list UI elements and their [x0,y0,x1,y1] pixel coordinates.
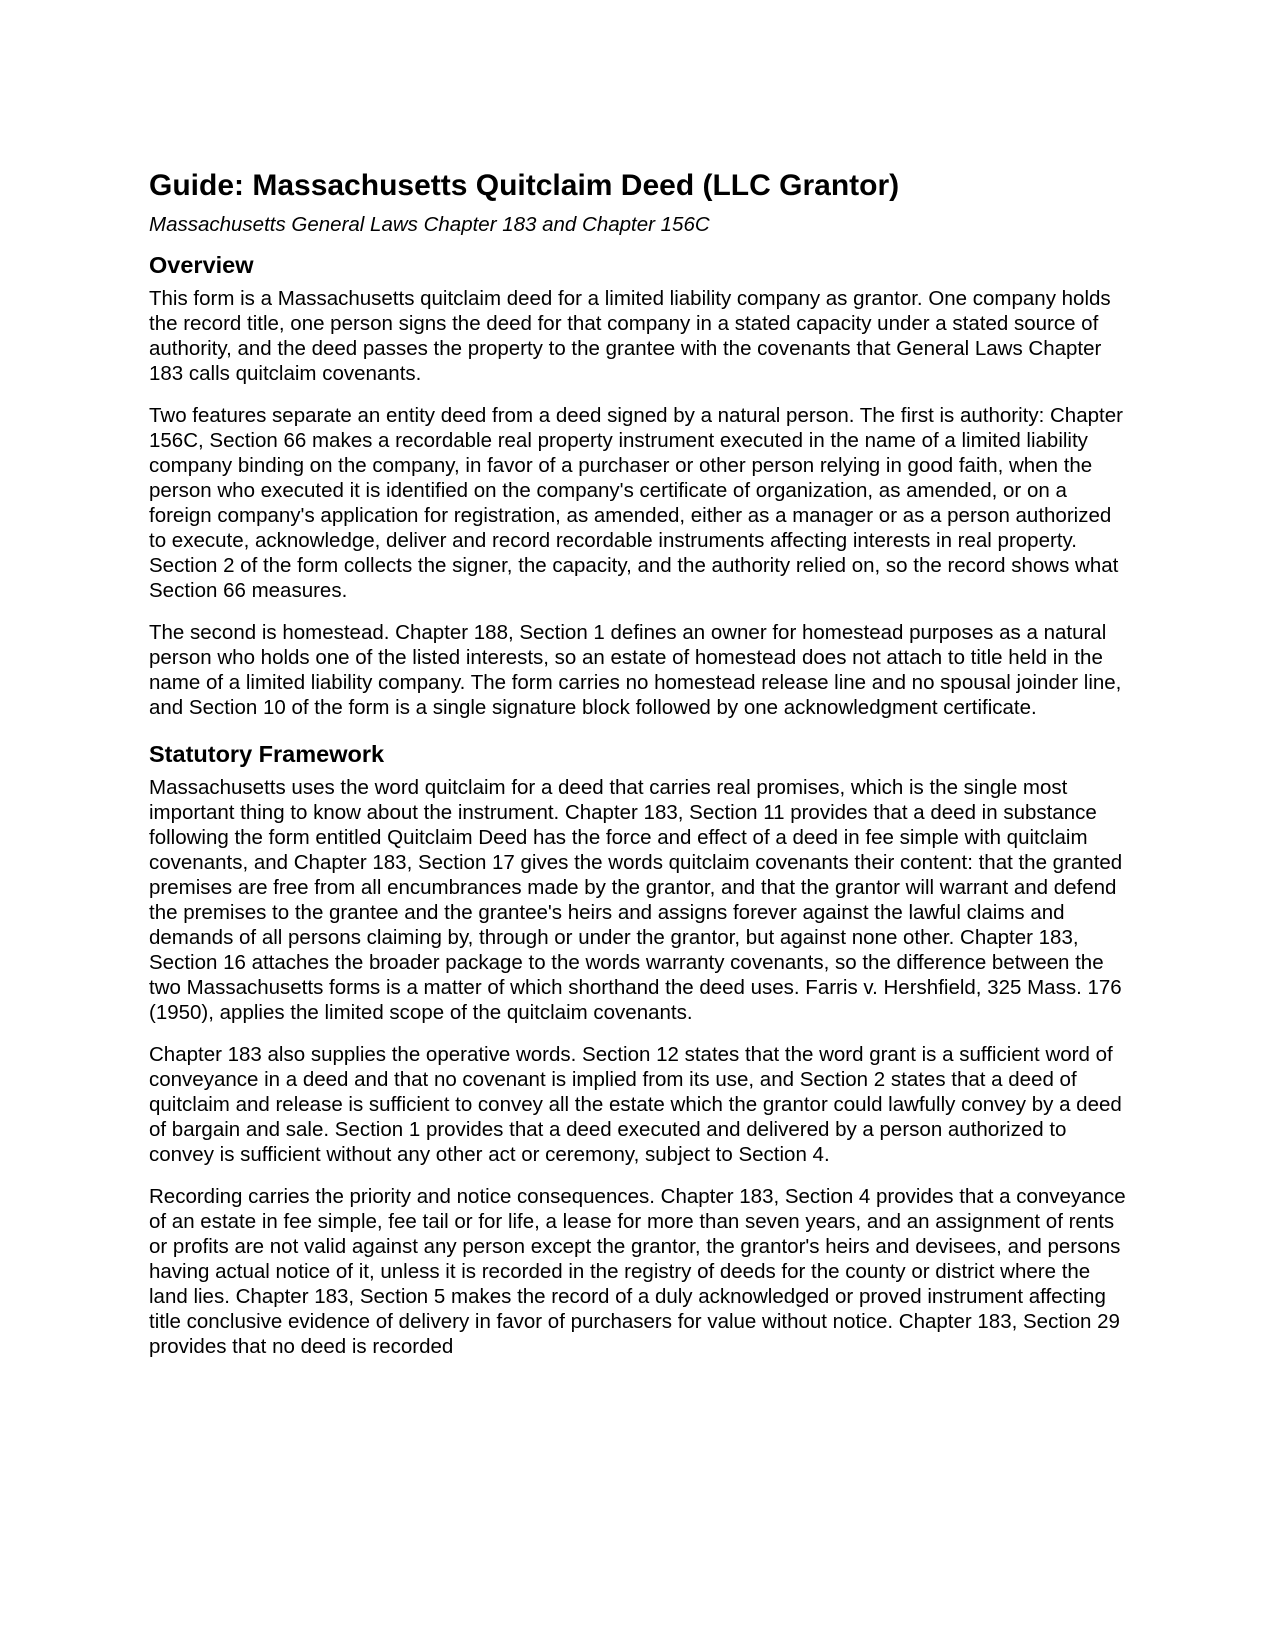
section-heading-statutory-framework: Statutory Framework [149,741,385,767]
paragraph: Chapter 183 also supplies the operative words. Section 12 states that the word grant is a sufficient word of conveyance in a deed and that no covenant is implied from its use, and Section 2 states that a deed of quitclaim and release is sufficient to convey all the estate which the grantor could lawfully convey by a deed of bargain and sale. Section 1 provides that a deed executed and delivered by a person authorized to convey is sufficient without any other act or ceremony, subject to Section 4. [149,1043,1122,1166]
document-body [149,168,1134,1359]
document-subtitle: Massachusetts General Laws Chapter 183 and Chapter 156C [149,213,710,236]
paragraph: This form is a Massachusetts quitclaim deed for a limited liability company as grantor. One company holds the record title, one person signs the deed for that company in a stated capacity under a stated source of authority, and the deed passes the property to the grantee with the covenants that General Laws Chapter 183 calls quitclaim covenants. [149,287,1111,385]
paragraph: Two features separate an entity deed from a deed signed by a natural person. The first is authority: Chapter 156C, Section 66 makes a recordable real property instrument executed in the name of a limited liability company binding on the company, in favor of a purchaser or other person relying in good faith, when the person who executed it is identified on the company's certificate of organization, as amended, or on a foreign company's application for registration, as amended, either as a manager or as a person authorized to execute, acknowledge, deliver and record recordable instruments affecting interests in real property. Section 2 of the form collects the signer, the capacity, and the authority relied on, so the record shows what Section 66 measures. [149,404,1123,602]
section-heading-overview: Overview [149,252,254,278]
paragraph: Recording carries the priority and notice consequences. Chapter 183, Section 4 provides that a conveyance of an estate in fee simple, fee tail or for life, a lease for more than seven years, and an assignment of rents or profits are not valid against any person except the grantor, the grantor's heirs and devisees, and persons having actual notice of it, unless it is recorded in the registry of deeds for the county or district where the land lies. Chapter 183, Section 5 makes the record of a duly acknowledged or proved instrument affecting title conclusive evidence of delivery in favor of purchasers for value without notice. Chapter 183, Section 29 provides that no deed is recorded [149,1185,1126,1358]
document-title: Guide: Massachusetts Quitclaim Deed (LLC Grantor) [149,169,900,202]
paragraph: Massachusetts uses the word quitclaim for a deed that carries real promises, which is the single most important thing to know about the instrument. Chapter 183, Section 11 provides that a deed in substance following the form entitled Quitclaim Deed has the force and effect of a deed in fee simple with quitclaim covenants, and Chapter 183, Section 17 gives the words quitclaim covenants their content: that the granted premises are free from all encumbrances made by the grantor, and that the grantor will warrant and defend the premises to the grantee and the grantee's heirs and assigns forever against the lawful claims and demands of all persons claiming by, through or under the grantor, but against none other. Chapter 183, Section 16 attaches the broader package to the words warranty covenants, so the difference between the two Massachusetts forms is a matter of which shorthand the deed uses. Farris v. Hershfield, 325 Mass. 176 (1950), applies the limited scope of the quitclaim covenants. [149,776,1123,1024]
paragraph: The second is homestead. Chapter 188, Section 1 defines an owner for homestead purposes as a natural person who holds one of the listed interests, so an estate of homestead does not attach to title held in the name of a limited liability company. The form carries no homestead release line and no spousal joinder line, and Section 10 of the form is a single signature block followed by one acknowledgment certificate. [149,621,1122,719]
